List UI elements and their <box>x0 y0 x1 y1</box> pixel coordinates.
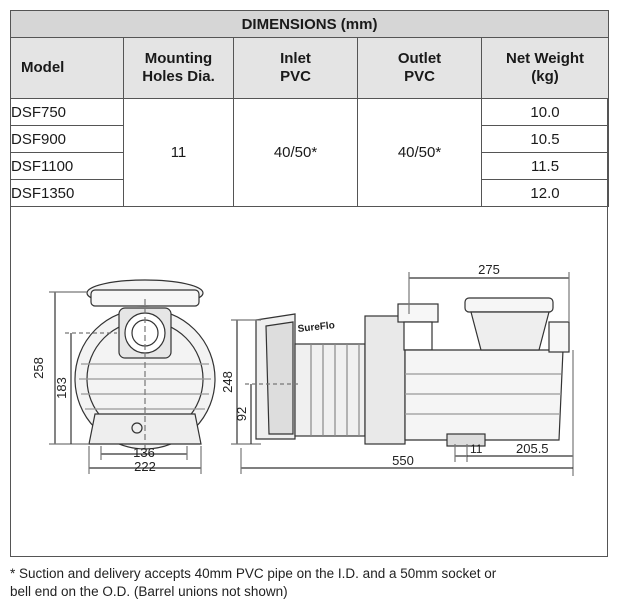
cell-weight: 11.5 <box>482 153 609 180</box>
dim-base-inner: 136 <box>133 445 155 460</box>
table-title: DIMENSIONS (mm) <box>11 11 609 38</box>
cell-weight: 10.0 <box>482 99 609 126</box>
cell-weight: 10.5 <box>482 126 609 153</box>
header-mounting: Mounting Holes Dia. <box>124 38 234 99</box>
dim-side-axis: 92 <box>234 406 249 422</box>
dim-side-height: 248 <box>220 371 235 393</box>
dimensions-table <box>10 10 609 207</box>
footnote: * Suction and delivery accepts 40mm PVC pipe on the I.D. and a 50mm socket or bell end on the O.D. (Barrel unions not shown) <box>10 566 497 599</box>
dim-base-outer: 222 <box>134 459 156 474</box>
header-model: Model <box>11 38 124 99</box>
cell-model: DSF1350 <box>11 180 124 207</box>
dim-length: 550 <box>392 453 414 468</box>
header-weight: Net Weight (kg) <box>482 38 609 99</box>
dim-foot-width: 11 <box>470 442 483 456</box>
header-outlet: Outlet PVC <box>358 38 482 99</box>
header-inlet: Inlet PVC <box>234 38 358 99</box>
cell-outlet: 40/50* <box>358 99 482 207</box>
cell-weight: 12.0 <box>482 180 609 207</box>
front-view <box>49 280 215 474</box>
pump-dimension-drawing <box>11 204 607 556</box>
dim-outlet-offset: 205.5 <box>516 441 549 456</box>
table-row <box>11 99 609 126</box>
cell-model: DSF750 <box>11 99 124 126</box>
cell-inlet: 40/50* <box>234 99 358 207</box>
dim-front-height: 258 <box>31 357 46 379</box>
cell-mounting: 11 <box>124 99 234 207</box>
dim-front-axis: 183 <box>54 377 69 399</box>
cell-model: DSF1100 <box>11 153 124 180</box>
brand-label: SureFlo <box>297 320 336 335</box>
dim-top-span: 275 <box>478 262 500 277</box>
cell-model: DSF900 <box>11 126 124 153</box>
